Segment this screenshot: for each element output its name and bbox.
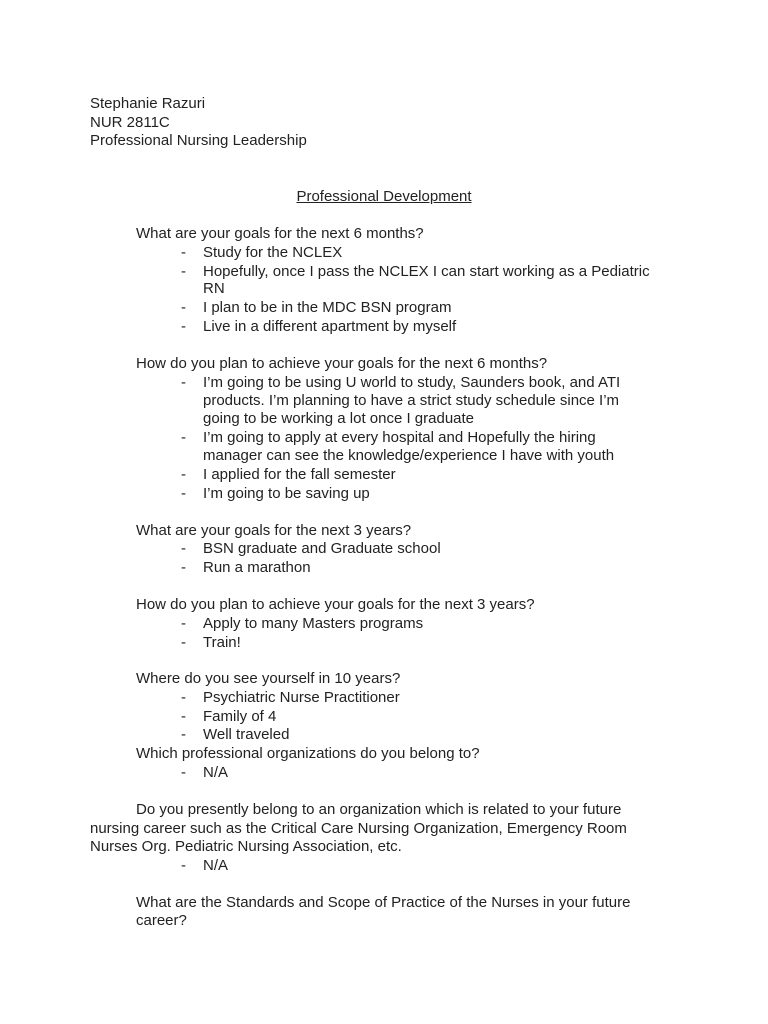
- bullet-dash: -: [181, 299, 186, 316]
- question-organization-paragraph: Do you presently belong to an organization which is related to your future: [136, 801, 622, 818]
- list-item: Live in a different apartment by myself: [203, 318, 457, 335]
- bullet-dash: -: [181, 634, 186, 651]
- bullet-dash: -: [181, 244, 186, 261]
- bullet-dash: -: [181, 726, 186, 743]
- question-achieve-6-month-goals: How do you plan to achieve your goals for the next 6 months?: [136, 355, 548, 372]
- question-organization-paragraph-line: nursing career such as the Critical Care Nursing Organization, Emergency Room: [90, 820, 627, 837]
- bullet-dash: -: [181, 764, 186, 781]
- list-item: Apply to many Masters programs: [203, 615, 424, 632]
- list-item: I applied for the fall semester: [203, 466, 396, 483]
- bullet-dash: -: [181, 485, 186, 502]
- list-item: I’m going to be using U world to study, Saunders book, and ATI: [203, 374, 621, 391]
- list-item: I plan to be in the MDC BSN program: [203, 299, 452, 316]
- list-item-continuation: products. I’m planning to have a strict study schedule since I’m: [203, 392, 620, 409]
- list-item: N/A: [203, 857, 229, 874]
- list-item: Hopefully, once I pass the NCLEX I can start working as a Pediatric: [203, 263, 650, 280]
- bullet-dash: -: [181, 689, 186, 706]
- bullet-dash: -: [181, 540, 186, 557]
- bullet-dash: -: [181, 615, 186, 632]
- bullet-dash: -: [181, 429, 186, 446]
- question-achieve-3-year-goals: How do you plan to achieve your goals for the next 3 years?: [136, 596, 535, 613]
- list-item-continuation: going to be working a lot once I graduate: [203, 410, 475, 427]
- question-standards-scope: What are the Standards and Scope of Practice of the Nurses in your future: [136, 894, 631, 911]
- document-title: Professional Development: [296, 188, 472, 205]
- list-item: I’m going to apply at every hospital and Hopefully the hiring: [203, 429, 596, 446]
- question-10-years: Where do you see yourself in 10 years?: [136, 670, 401, 687]
- course-code: NUR 2811C: [90, 114, 170, 131]
- list-item: Train!: [203, 634, 241, 651]
- question-organization-paragraph-line: Nurses Org. Pediatric Nursing Association, etc.: [90, 838, 402, 855]
- bullet-dash: -: [181, 318, 186, 335]
- bullet-dash: -: [181, 857, 186, 874]
- list-item: BSN graduate and Graduate school: [203, 540, 441, 557]
- list-item: Well traveled: [203, 726, 290, 743]
- bullet-dash: -: [181, 466, 186, 483]
- list-item: N/A: [203, 764, 229, 781]
- question-6-month-goals: What are your goals for the next 6 months?: [136, 225, 424, 242]
- list-item: Run a marathon: [203, 559, 311, 576]
- question-professional-organizations: Which professional organizations do you belong to?: [136, 745, 480, 762]
- list-item-continuation: manager can see the knowledge/experience I have with youth: [203, 447, 615, 464]
- question-3-year-goals: What are your goals for the next 3 years?: [136, 522, 412, 539]
- bullet-dash: -: [181, 708, 186, 725]
- list-item: I’m going to be saving up: [203, 485, 370, 502]
- list-item: Psychiatric Nurse Practitioner: [203, 689, 400, 706]
- bullet-dash: -: [181, 374, 186, 391]
- bullet-dash: -: [181, 263, 186, 280]
- question-standards-scope-line: career?: [136, 912, 187, 929]
- author-name: Stephanie Razuri: [90, 95, 206, 112]
- list-item: Study for the NCLEX: [203, 244, 343, 261]
- bullet-dash: -: [181, 559, 186, 576]
- course-title: Professional Nursing Leadership: [90, 132, 307, 149]
- list-item: Family of 4: [203, 708, 277, 725]
- list-item-continuation: RN: [203, 280, 225, 297]
